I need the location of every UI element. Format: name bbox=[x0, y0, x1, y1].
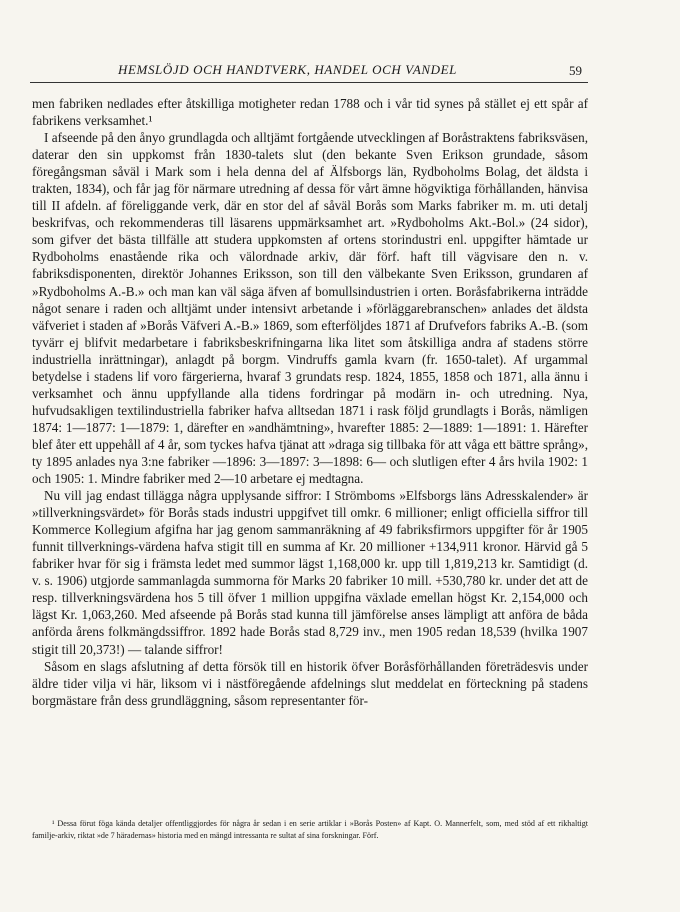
footnote bbox=[32, 818, 588, 842]
footnote-text: ¹ Dessa förut föga kända detaljer offentliggjordes för några år sedan i en serie artiklar i »Borås Posten» af Kapt. O. Mannerfelt, som, med stöd af ett rikhaltigt familje-arkiv, riktat »de 7 häradernas» historia med en mängd intressanta re sultat af sina forskningar. Förf. bbox=[32, 819, 588, 840]
running-title: HEMSLÖJD OCH HANDTVERK, HANDEL OCH VANDEL bbox=[118, 62, 458, 77]
running-header bbox=[30, 60, 588, 83]
paragraph-1: men fabriken nedlades efter åtskilliga motigheter redan 1788 och i vår tid synes på stället ej ett spår af fabrikens verksamhet.¹ bbox=[32, 96, 588, 129]
page-number: 59 bbox=[569, 63, 582, 78]
paragraph-4: Såsom en slags afslutning af detta försök till en historik öfver Boråsförhållanden företrädesvis under äldre tider vilja vi här, liksom vi i nästföregående afdelnings slut meddelat en förteckning på stadens borgmästare från dess grundläggning, såsom representanter för- bbox=[32, 658, 588, 708]
paragraph-3: Nu vill jag endast tillägga några upplysande siffror: I Strömboms »Elfsborgs läns Adresskalender» är »tillverkningsvärdet» för Borås stads industri uppgifvet till omkr. 6 millioner; enligt officiella siffror till Kommerce Kollegium afgifna har jag genom sammanräkning af 49 fabriksfirmors uppgifter för år 1905 funnit tillverknings-värdena hafva stigit till en summa af Kr. 20 millioner +134,911 kronor. Härvid gå 5 fabriker hvar för sig i främsta ledet med summor lägst 1,168,000 kr. upp till 1,819,213 kr. Samtidigt (d. v. s. 1906) utgjorde sammanlagda summorna för Marks 20 fabriker 10 mill. +530,780 kr. under det att de resp. tillverkningsvärdena hos 5 till öfver 1 million uppgifna växlade emellan högst Kr. 2,154,000 och lägst Kr. 1,063,260. Med afseende på Borås stad kunna till jämförelse anses lämpligt att anföra de båda anförda årens folkmängdssiffror. 1892 hade Borås stad 8,729 inv., men 1905 redan 18,539 (hvilka 1907 stigit till 20,373!) — talande siffror! bbox=[32, 488, 588, 657]
paragraph-2: I afseende på den ånyo grundlagda och alltjämt fortgående utvecklingen af Boråstraktens fabriksväsen, daterar den sin uppkomst från 1830-talets slut (den bekante Sven Erikson grundade, såsom föregångsman såväl i Mark som i hela denna del af Älfsborgs län, Rydboholms Bolag, det äldsta i trakten, 1834), och får jag för närmare utredning af dessa för vårt ämne högviktiga förhållanden, hänvisa till II afdeln. af föreliggande verk, där en stor del af såväl Borås som Marks fabriker m. m. uti detalj beskrifvas, och rekommenderas till läsarens uppmärksamhet art. »Rydboholms Akt.-Bol.» (24 sidor), som gifver det bästa tillfälle att studera uppkomsten af ortens storindustri enl. uppgifter hämtade ur Rydboholms enastående rika och välordnade arkiv, där förf. haft till vägvisare den n. v. fabriksdisponenten, direktör Johannes Eriksson, son till den välbekante Sven Eriksson, grundaren af »Rydboholms A.-B.» och man kan väl säga äfven af bomullsindustrien i orten. Boråsfabrikerna inträdde något senare i raden och alltjämt under intensivt arbetande i »förläggarebranschen» anlades det äldsta väfveriet i staden af »Borås Väfveri A.-B.» 1869, som efterföljdes 1871 af Drufvefors fabriks A.-B. (som tyvärr ej blifvit medarbetare i fabriksbeskrifningarna lika litet som åtskilliga andra af stadens större industriella inrättningar), anlagdt på borgm. Vindruffs gamla kvarn (fr. 1650-talet). Af urgammal betydelse i stadens lif voro färgerierna, hvaraf 3 grundats resp. 1824, 1855, 1858 och 1871, alla ännu i verksamhet och ännu uppfyllande alla tidens fordringar på modärn in- och utredning. Nya, hufvudsakligen textilindustriella fabriker hafva alltsedan 1871 i rask följd grundlagts i Borås, nämligen 1874: 1—1877: 1—1879: 1, därefter en »andhämtning», hvarefter 1885: 2—1889: 1—1891: 1. Härefter blef åter ett uppehåll af 4 år, som tyckes hafva tjänat att »draga sig tillbaka för att våga ett bättre språng», ty 1895 anlades nya 3:ne fabriker —1896: 3—1897: 3—1898: 6— och slutligen efter 4 års hvila 1902: 1 och 1905: 1. Mindre fabriker med 2—10 arbetare ej medtagna. bbox=[32, 130, 588, 487]
body-text bbox=[32, 95, 588, 709]
